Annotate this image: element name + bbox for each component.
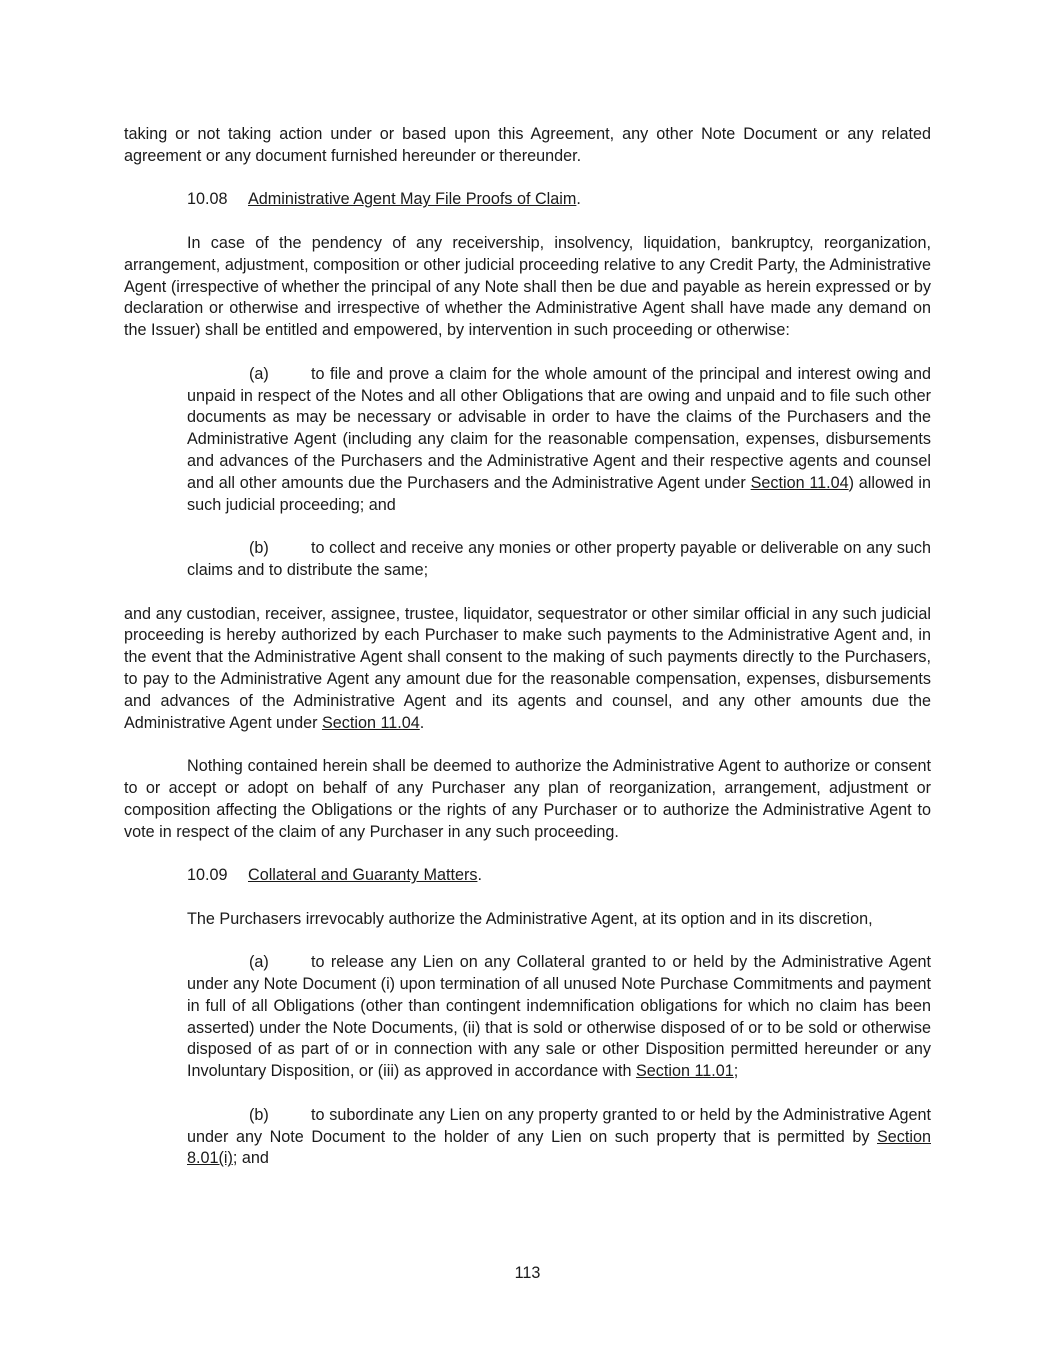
page-number: 113: [514, 1264, 541, 1282]
clause-text-tail: ;: [733, 1062, 739, 1081]
clause-label: (b): [249, 539, 269, 558]
clause-text: to file and prove a claim for the whole amount of the principal and interest owing and unpaid in respect of the Notes and all other Obligations that are owing and unpaid and to file such other documents as may be necessary or advisable in order to have the claims of the Purchasers and the Administrative Agent (including any claim for the reasonable compensation, expenses, disbursements and advances of the Purchasers and the Administrative Agent and their respective agents and counsel and all other amounts due the Purchasers and the Administrative Agent under: [187, 364, 931, 492]
clause-text: to collect and receive any monies or other property payable or deliverable on any such claims and to distribute the same;: [187, 539, 931, 579]
section-heading-10-09: [124, 865, 931, 887]
paragraph-custodian: [124, 604, 931, 735]
paragraph-continuation: taking or not taking action under or based upon this Agreement, any other Note Document or any related agreement or any document furnished hereunder or thereunder.: [124, 125, 931, 165]
clause-text-tail: ; and: [232, 1149, 269, 1168]
section-title: Collateral and Guaranty Matters: [248, 866, 478, 885]
clause-text-tail: ) allowed in such judicial proceeding; and: [187, 473, 931, 514]
section-title-period: .: [477, 866, 482, 885]
section-reference-link[interactable]: Section 11.04: [750, 473, 849, 492]
clause-a-release-lien: [187, 952, 931, 1083]
paragraph-pendency: In case of the pendency of any receivership, insolvency, liquidation, bankruptcy, reorganization, arrangement, adjustment, composition or other judicial proceeding relative to any Credit Party, the Administrative Agent (irrespective of whether the principal of any Note shall then be due and payable as herein expressed or by declaration or otherwise and irrespective of whether the Administrative Agent shall have made any demand on the Issuer) shall be entitled and empowered, by intervention in such proceeding or otherwise:: [124, 233, 931, 340]
section-reference-link[interactable]: Section 8.01(i): [187, 1127, 931, 1168]
section-reference-link[interactable]: Section 11.01: [635, 1062, 734, 1081]
section-heading-10-08: [124, 189, 931, 211]
section-number: 10.08: [187, 190, 228, 209]
section-title-period: .: [576, 190, 581, 209]
paragraph-text: and any custodian, receiver, assignee, trustee, liquidator, sequestrator or other similar official in any such judicial proceeding is hereby authorized by each Purchaser to make such payments to the Administrative Agent and, in the event that the Administrative Agent shall consent to the making of such payments directly to the Purchasers, to pay to the Administrative Agent any amount due for the reasonable compensation, expenses, disbursements and advances of the Administrative Agent and its agents and counsel, and any other amounts due the Administrative Agent under: [124, 604, 931, 732]
clause-label: (a): [249, 953, 269, 972]
paragraph-text-tail: .: [419, 713, 425, 732]
clause-b-collect: [187, 538, 931, 582]
clause-label: (a): [249, 364, 269, 383]
document-page: [124, 124, 931, 1170]
clause-a-file-claim: [187, 364, 931, 517]
clause-text: to release any Lien on any Collateral granted to or held by the Administrative Agent under any Note Document (i) upon termination of all unused Note Purchase Commitments and payment in full of all Obligations (other than contingent indemnification obligations for which no claim has been asserted) under the Note Documents, (ii) that is sold or otherwise disposed of or to be sold or otherwise disposed of as part of or in connection with any sale or other Disposition permitted hereunder or any Involuntary Disposition, or (iii) as approved in accordance with: [187, 953, 931, 1081]
section-title: Administrative Agent May File Proofs of Claim: [248, 190, 577, 209]
clause-text: to subordinate any Lien on any property granted to or held by the Administrative Agent under any Note Document to the holder of any Lien on such property that is permitted by: [187, 1105, 931, 1146]
section-number: 10.09: [187, 866, 228, 885]
clause-b-subordinate-lien: [187, 1105, 931, 1170]
paragraph-purchasers-authorize: The Purchasers irrevocably authorize the Administrative Agent, at its option and in its discretion,: [187, 909, 873, 928]
paragraph-nothing-contained: Nothing contained herein shall be deemed to authorize the Administrative Agent to authorize or consent to or accept or adopt on behalf of any Purchaser any plan of reorganization, arrangement, adjustment or composition affecting the Obligations or the rights of any Purchaser or to authorize the Administrative Agent to vote in respect of the claim of any Purchaser in any such proceeding.: [124, 757, 931, 841]
clause-label: (b): [249, 1105, 269, 1124]
section-reference-link[interactable]: Section 11.04: [321, 713, 420, 732]
